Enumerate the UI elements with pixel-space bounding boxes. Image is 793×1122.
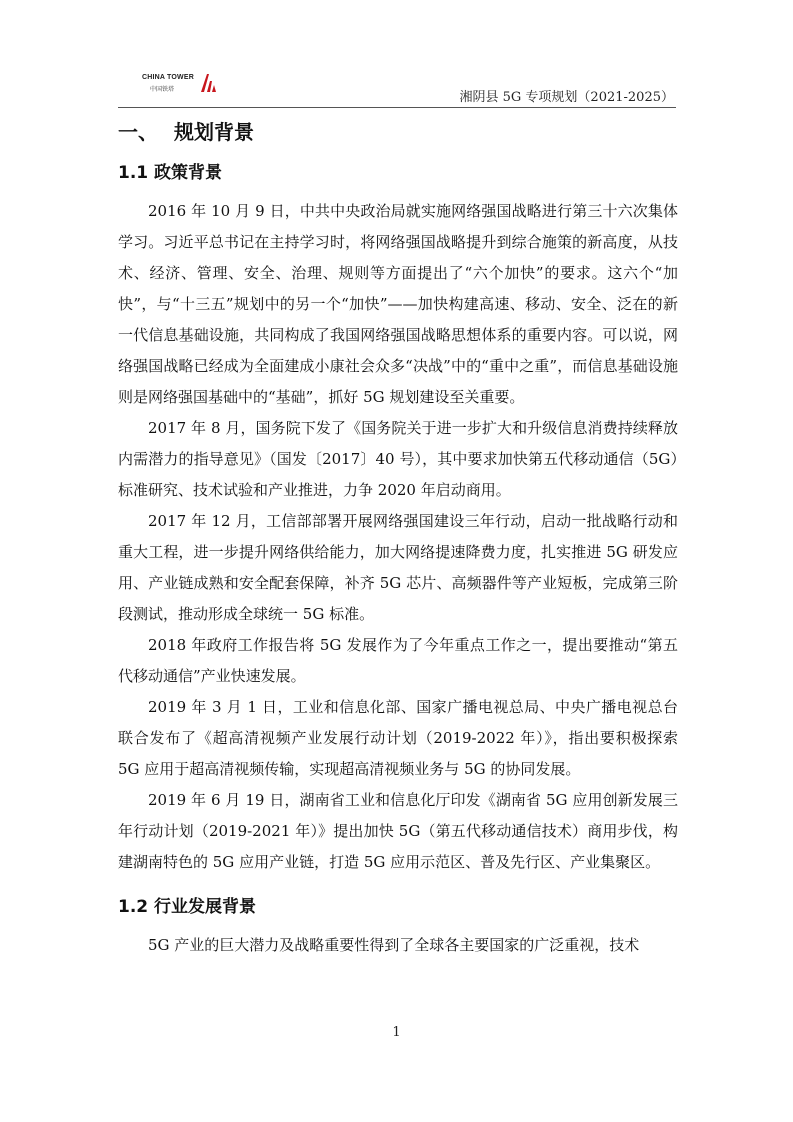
logo-text-en: CHINA TOWER [142,74,194,81]
paragraph: 2016 年 10 月 9 日，中共中央政治局就实施网络强国战略进行第三十六次集体学习。习近平总书记在主持学习时，将网络强国战略提升到综合施策的新高度，从技术、经济、管理、安全、治理、规则等方面提出了“六个加快”的要求。这六个“加快”，与“十三五”规划中的另一个“加快”——加快构建高速、移动、安全、泛在的新一代信息基础设施，共同构成了我国网络强国战略思想体系的重要内容。可以说，网络强国战略已经成为全面建成小康社会众多“决战”中的“重中之重”，而信息基础设施则是网络强国基础中的“基础”，抓好 5G 规划建设至关重要。 [118,202,678,406]
section-number: 一、 [118,120,158,144]
section-title: 规划背景 [174,120,254,144]
paragraph: 2019 年 6 月 19 日，湖南省工业和信息化厅印发《湖南省 5G 应用创新发展三年行动计划（2019-2021 年）》提出加快 5G（第五代移动通信技术）商用步伐，构建湖南特色的 5G 应用产业链，打造 5G 应用示范区、普及先行区、产业集聚区。 [118,791,678,871]
paragraph: 2017 年 12 月，工信部部署开展网络强国建设三年行动，启动一批战略行动和重大工程，进一步提升网络供给能力，加大网络提速降费力度，扎实推进 5G 研发应用、产业链成熟和安全配套保障，补齐 5G 芯片、高频器件等产业短板，完成第三阶段测试，推动形成全球统一 5G 标准。 [118,512,678,623]
tower-mark-icon [198,71,218,93]
paragraph: 2019 年 3 月 1 日，工业和信息化部、国家广播电视总局、中央广播电视总台联合发布了《超高清视频产业发展行动计划（2019-2022 年）》，指出要积极探索 5G 应用于超高清视频传输，实现超高清视频业务与 5G 的协同发展。 [118,698,678,778]
document-title: 湘阴县 5G 专项规划（2021-2025） [459,90,674,105]
page-number: 1 [392,1025,401,1040]
page-content [118,114,678,961]
logo-text-cn: 中国铁塔 [150,86,175,93]
paragraph: 5G 产业的巨大潜力及战略重要性得到了全球各主要国家的广泛重视，技术 [148,936,640,954]
subsection-heading-policy: 1.1 政策背景 [118,163,223,183]
paragraph: 2018 年政府工作报告将 5G 发展作为了今年重点工作之一，提出要推动“第五代移动通信”产业快速发展。 [118,636,678,685]
header-divider [118,107,676,108]
page-header [118,62,676,108]
section-heading [118,114,678,150]
subsection-heading-industry: 1.2 行业发展背景 [118,897,257,917]
china-tower-logo [142,71,222,99]
paragraph: 2017 年 8 月，国务院下发了《国务院关于进一步扩大和升级信息消费持续释放内需潜力的指导意见》（国发〔2017〕40 号），其中要求加快第五代移动通信（5G）标准研究、技术试验和产业推进，力争 2020 年启动商用。 [118,419,678,499]
